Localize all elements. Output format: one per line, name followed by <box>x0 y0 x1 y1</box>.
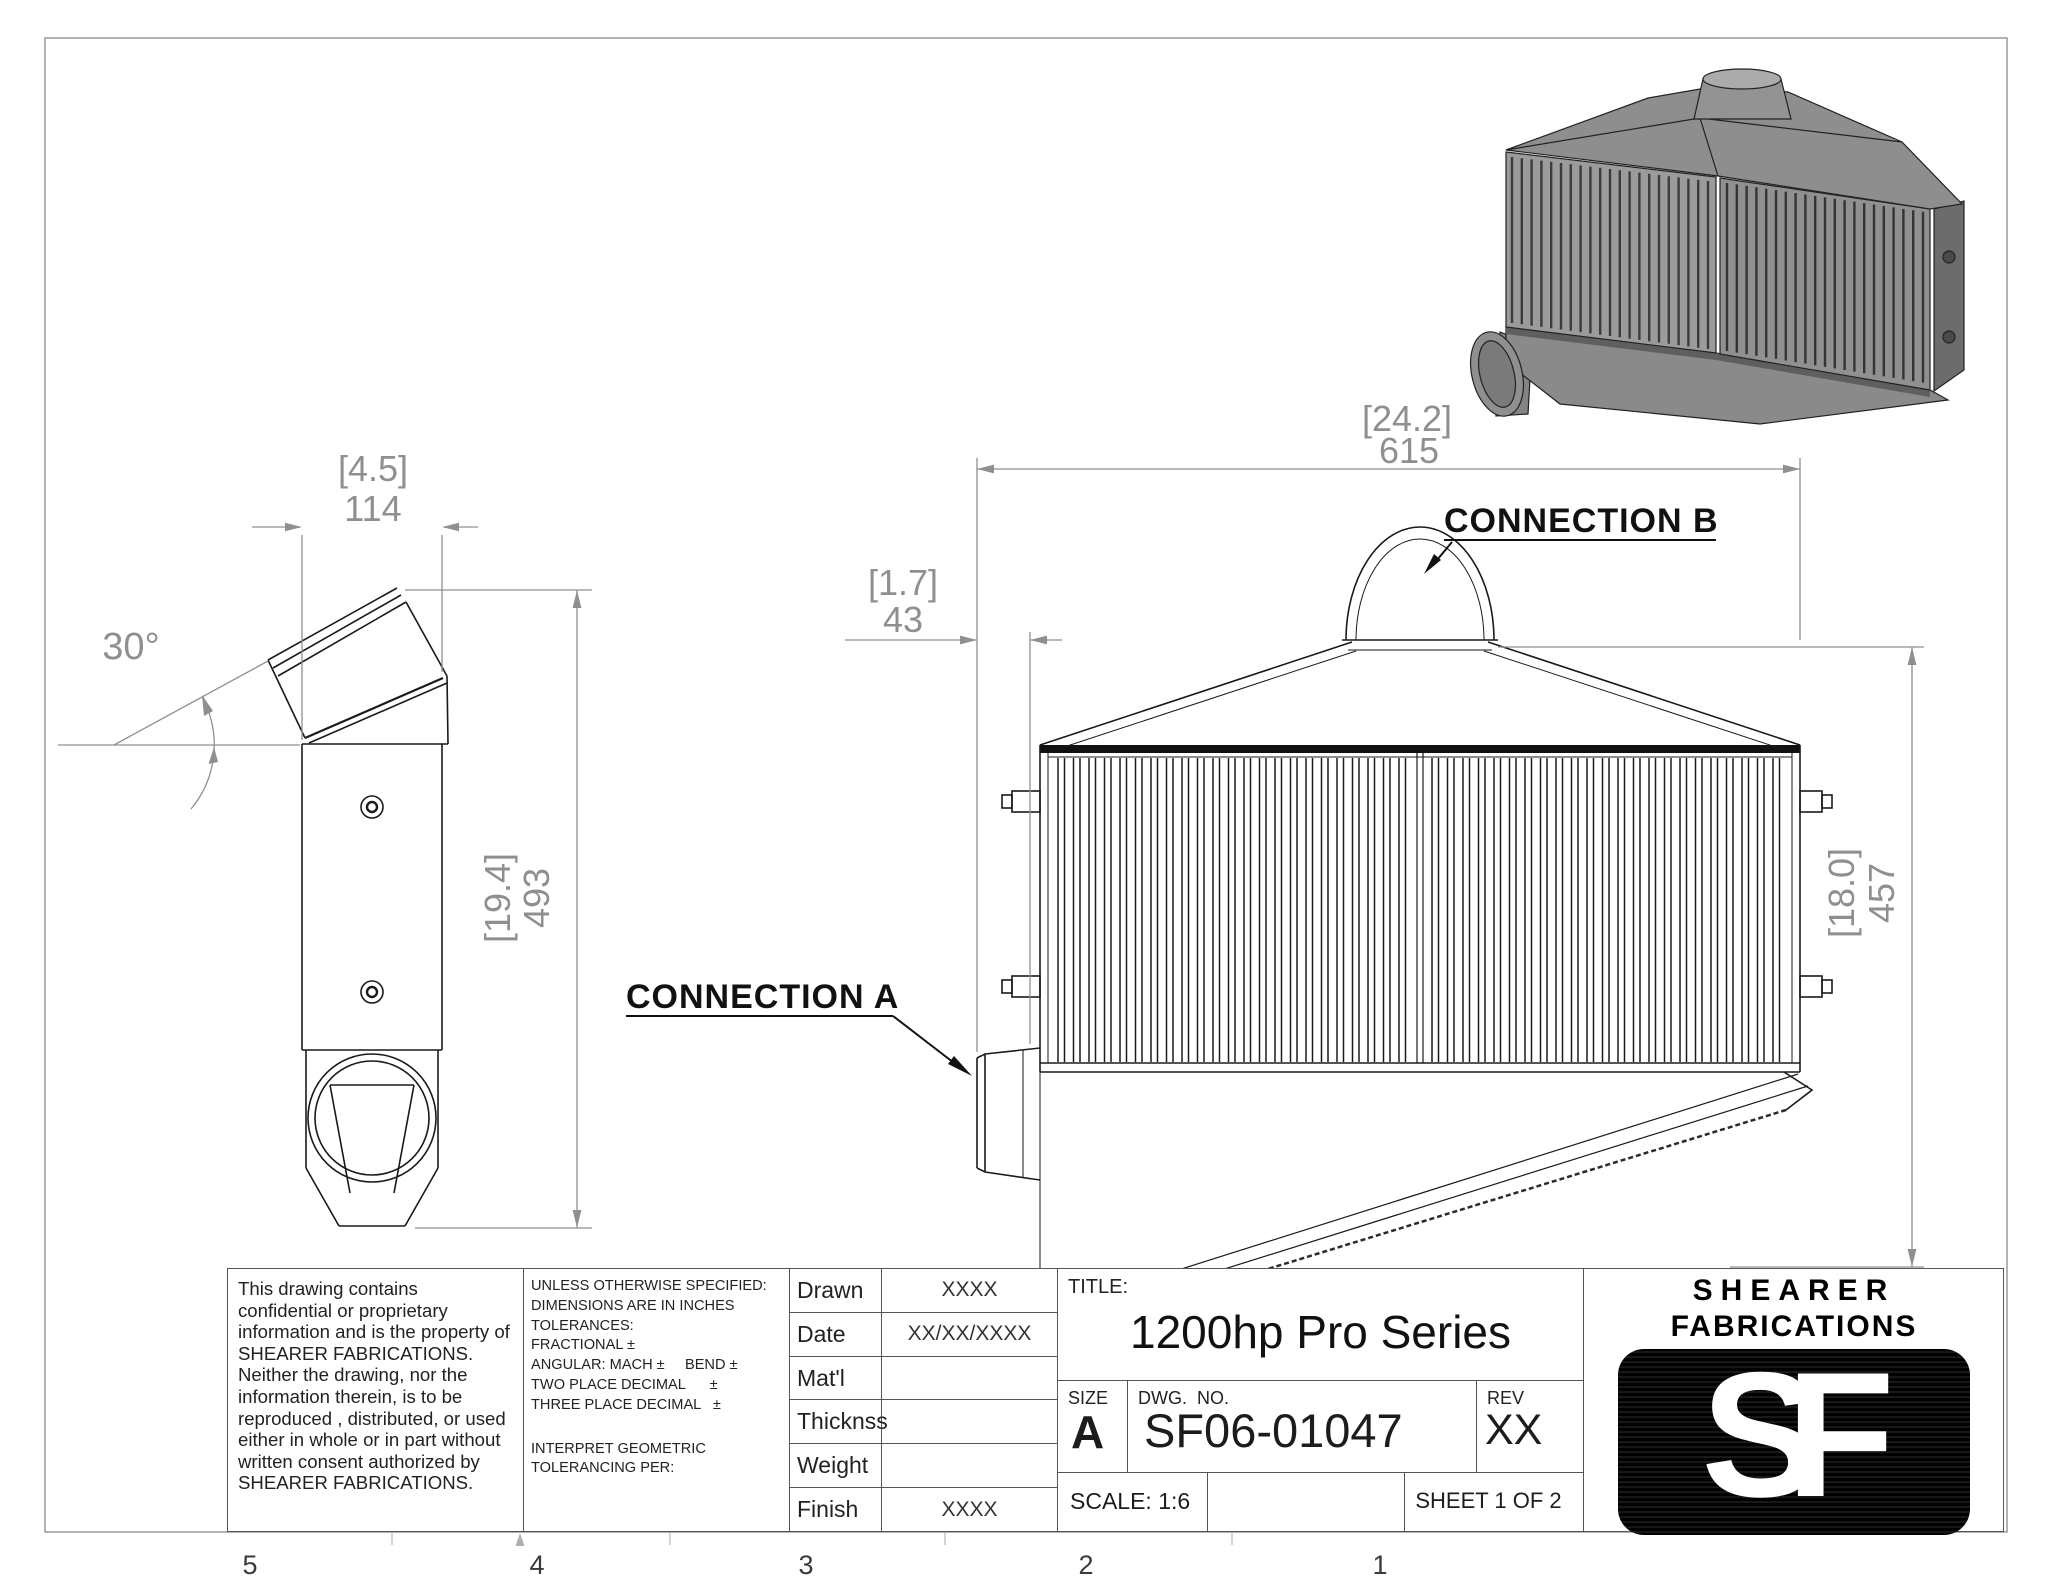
title-area <box>1058 1269 1584 1531</box>
field-label: Finish <box>790 1488 882 1531</box>
tolerance-line: INTERPRET GEOMETRIC <box>531 1440 706 1457</box>
scale-sheet-row <box>1058 1473 1583 1531</box>
dwg-number: SF06-01047 <box>1144 1404 1403 1457</box>
fastener <box>361 981 383 1003</box>
field-row-weight <box>790 1444 1057 1488</box>
dim-front-height: 457 <box>1861 862 1902 924</box>
iso-view <box>1462 69 1964 424</box>
connection-a-flange <box>977 1048 1040 1180</box>
zone-4: 4 <box>529 1550 545 1580</box>
sheet-cell: SHEET 1 OF 2 <box>1415 1488 1562 1513</box>
core-fins-right <box>1432 758 1780 1062</box>
mount-tab <box>1012 976 1040 997</box>
field-value <box>882 1444 1057 1487</box>
field-row-drawn <box>790 1269 1057 1313</box>
tolerance-line: UNLESS OTHERWISE SPECIFIED: <box>531 1278 767 1294</box>
field-value: XX/XX/XXXX <box>907 1322 1032 1346</box>
iso-fins-left <box>1512 157 1708 349</box>
confidential-note: This drawing contains confidential or proprietary information and is the property of SHEARER FABRICATIONS. Neither the drawing, nor the information therein, is to be reproduced , distributed, or used either in whole or in part without written consent authorized by SHEARER FABRICATIONS. <box>228 1269 524 1531</box>
dim-side-width: 114 <box>344 488 402 529</box>
sf-monogram: SF <box>1701 1349 1861 1534</box>
side-view <box>268 588 448 1226</box>
leader-arrow <box>948 1056 972 1076</box>
mount-tab <box>1012 791 1040 812</box>
field-label: Drawn <box>790 1269 882 1312</box>
field-row-date <box>790 1313 1057 1357</box>
dim-front-width: 615 <box>1378 430 1440 471</box>
dim-front-offset: 43 <box>882 599 924 640</box>
drawing-title: 1200hp Pro Series <box>1129 1306 1512 1358</box>
size-cell <box>1058 1381 1128 1472</box>
field-row-finish <box>790 1488 1057 1531</box>
rev-value: XX <box>1485 1406 1543 1454</box>
tolerance-line: FRACTIONAL ± <box>531 1337 635 1354</box>
zone-1: 1 <box>1372 1550 1388 1580</box>
zone-2: 2 <box>1078 1550 1094 1580</box>
center-mark <box>516 1533 525 1546</box>
field-label: Thicknss <box>790 1400 882 1443</box>
dim-side-width-alt: [4.5] <box>337 448 409 489</box>
tolerance-line: TOLERANCES: <box>531 1317 634 1334</box>
scale-cell: SCALE: 1:6 <box>1058 1473 1208 1531</box>
company-name-line2: FABRICATIONS <box>1670 1310 1918 1343</box>
dim-front-width-alt: [24.2] <box>1361 398 1453 439</box>
iso-bolt <box>1943 331 1955 343</box>
field-label: Mat'l <box>790 1357 882 1400</box>
title-label: TITLE: <box>1068 1276 1129 1298</box>
field-value: XXXX <box>941 1497 998 1521</box>
dim-front-height-alt: [18.0] <box>1821 847 1862 939</box>
iso-bolt <box>1943 251 1955 263</box>
dim-side-height-alt: [19.4] <box>477 852 518 944</box>
connection-b-label: CONNECTION B <box>1444 502 1719 540</box>
field-value <box>882 1400 1057 1443</box>
empty-cell <box>1208 1473 1406 1531</box>
tolerance-line: ANGULAR: MACH ± BEND ± <box>531 1357 738 1374</box>
front-view <box>977 527 1832 1318</box>
size-label: SIZE <box>1068 1388 1109 1408</box>
sf-logo <box>1618 1349 1970 1535</box>
company-logo-block <box>1584 1269 2004 1534</box>
connection-a-label: CONNECTION A <box>626 978 900 1016</box>
tolerance-line: THREE PLACE DECIMAL ± <box>531 1396 721 1413</box>
size-value: A <box>1071 1406 1105 1458</box>
tolerance-line: TWO PLACE DECIMAL ± <box>531 1376 718 1393</box>
dim-side-height: 493 <box>516 867 557 929</box>
field-value: XXXX <box>941 1278 998 1302</box>
field-label: Weight <box>790 1444 882 1487</box>
size-dwg-rev-row <box>1058 1381 1583 1473</box>
field-row-matl <box>790 1357 1057 1401</box>
dwg-label: DWG. NO. <box>1138 1388 1229 1408</box>
tolerance-line: DIMENSIONS ARE IN INCHES <box>531 1297 735 1314</box>
zone-3: 3 <box>798 1550 814 1580</box>
fastener <box>361 796 383 818</box>
field-label: Date <box>790 1313 882 1356</box>
field-row-thickness <box>790 1400 1057 1444</box>
zone-5: 5 <box>242 1550 258 1580</box>
mount-tab <box>1800 976 1822 997</box>
dwg-cell <box>1128 1381 1477 1472</box>
rev-label: REV <box>1487 1388 1525 1408</box>
iso-side-plate <box>1934 201 1964 391</box>
front-view-dimensions <box>845 458 1924 1267</box>
title-row <box>1058 1269 1583 1381</box>
zone-numbers <box>242 1550 1387 1580</box>
title-block <box>227 1268 2004 1532</box>
dim-front-offset-alt: [1.7] <box>867 562 939 603</box>
rev-cell <box>1477 1381 1583 1472</box>
fields-table <box>790 1269 1058 1531</box>
tolerance-block <box>524 1269 790 1531</box>
mount-tab <box>1800 791 1822 812</box>
dim-angle: 30° <box>102 626 160 668</box>
core-fins-left <box>1058 758 1406 1062</box>
connection-b-dome <box>1346 527 1494 640</box>
company-name-line1: SHEARER <box>1692 1274 1896 1307</box>
field-value <box>882 1357 1057 1400</box>
iso-fins-right <box>1727 183 1923 383</box>
tolerance-line: TOLERANCING PER: <box>531 1460 675 1477</box>
